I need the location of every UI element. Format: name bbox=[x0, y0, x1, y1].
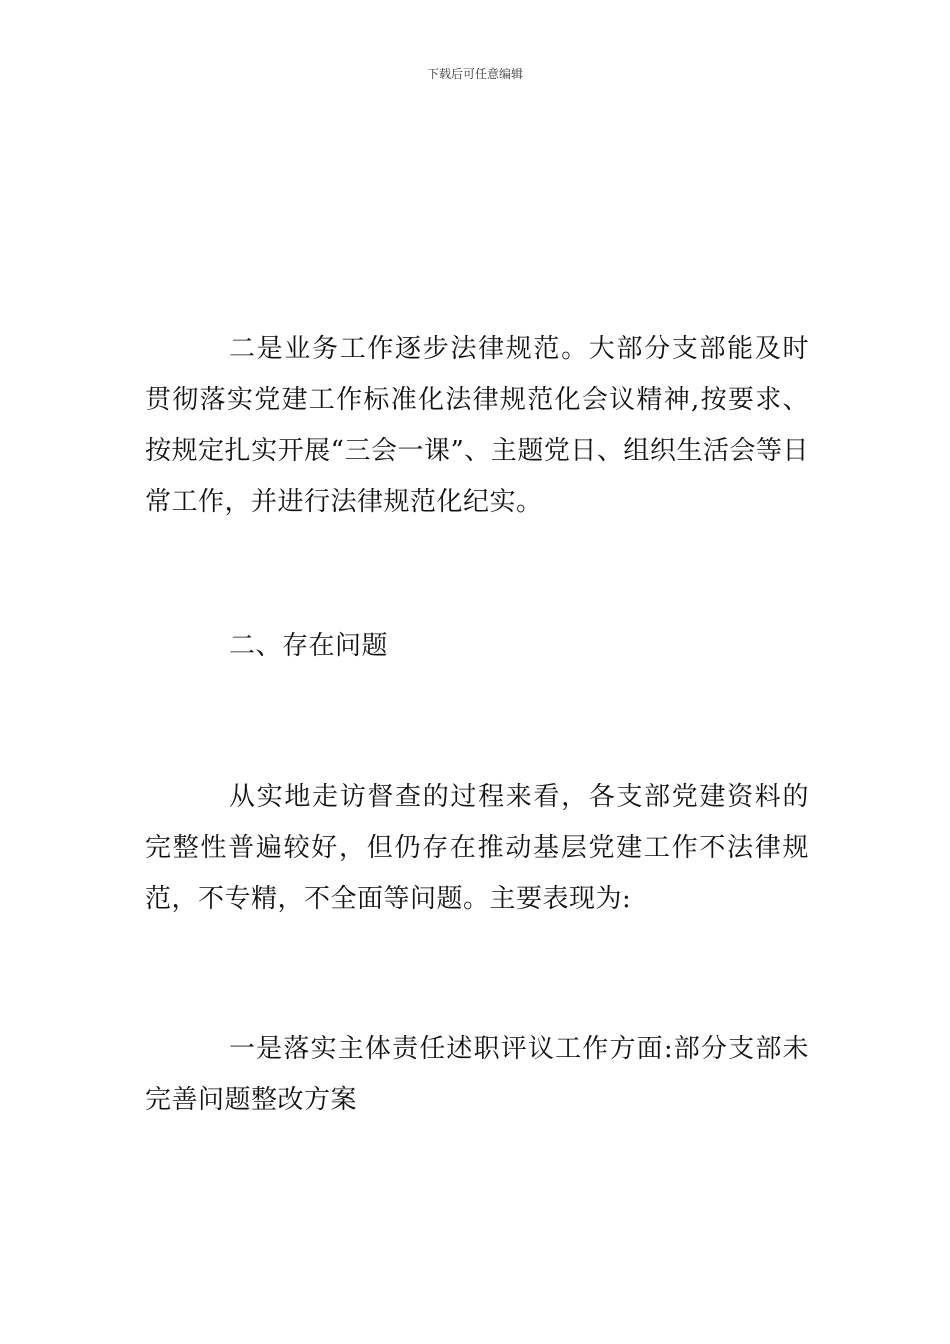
paragraph-responsibility-review: 一是落实主体责任述职评议工作方面:部分支部未完善问题整改方案 bbox=[145, 1034, 809, 1115]
paragraph-inspection-findings: 从实地走访督查的过程来看，各支部党建资料的完整性普遍较好，但仍存在推动基层党建工作不法律规范，不专精，不全面等问题。主要表现为: bbox=[145, 782, 809, 914]
section-heading-problems: 二、存在问题 bbox=[229, 631, 389, 661]
page-header-note: 下载后可任意编辑 bbox=[426, 67, 523, 81]
paragraph-business-work: 二是业务工作逐步法律规范。大部分支部能及时贯彻落实党建工作标准化法律规范化会议精神,按要求、按规定扎实开展“三会一课”、主题党日、组织生活会等日常工作，并进行法律规范化纪实。 bbox=[145, 334, 809, 517]
